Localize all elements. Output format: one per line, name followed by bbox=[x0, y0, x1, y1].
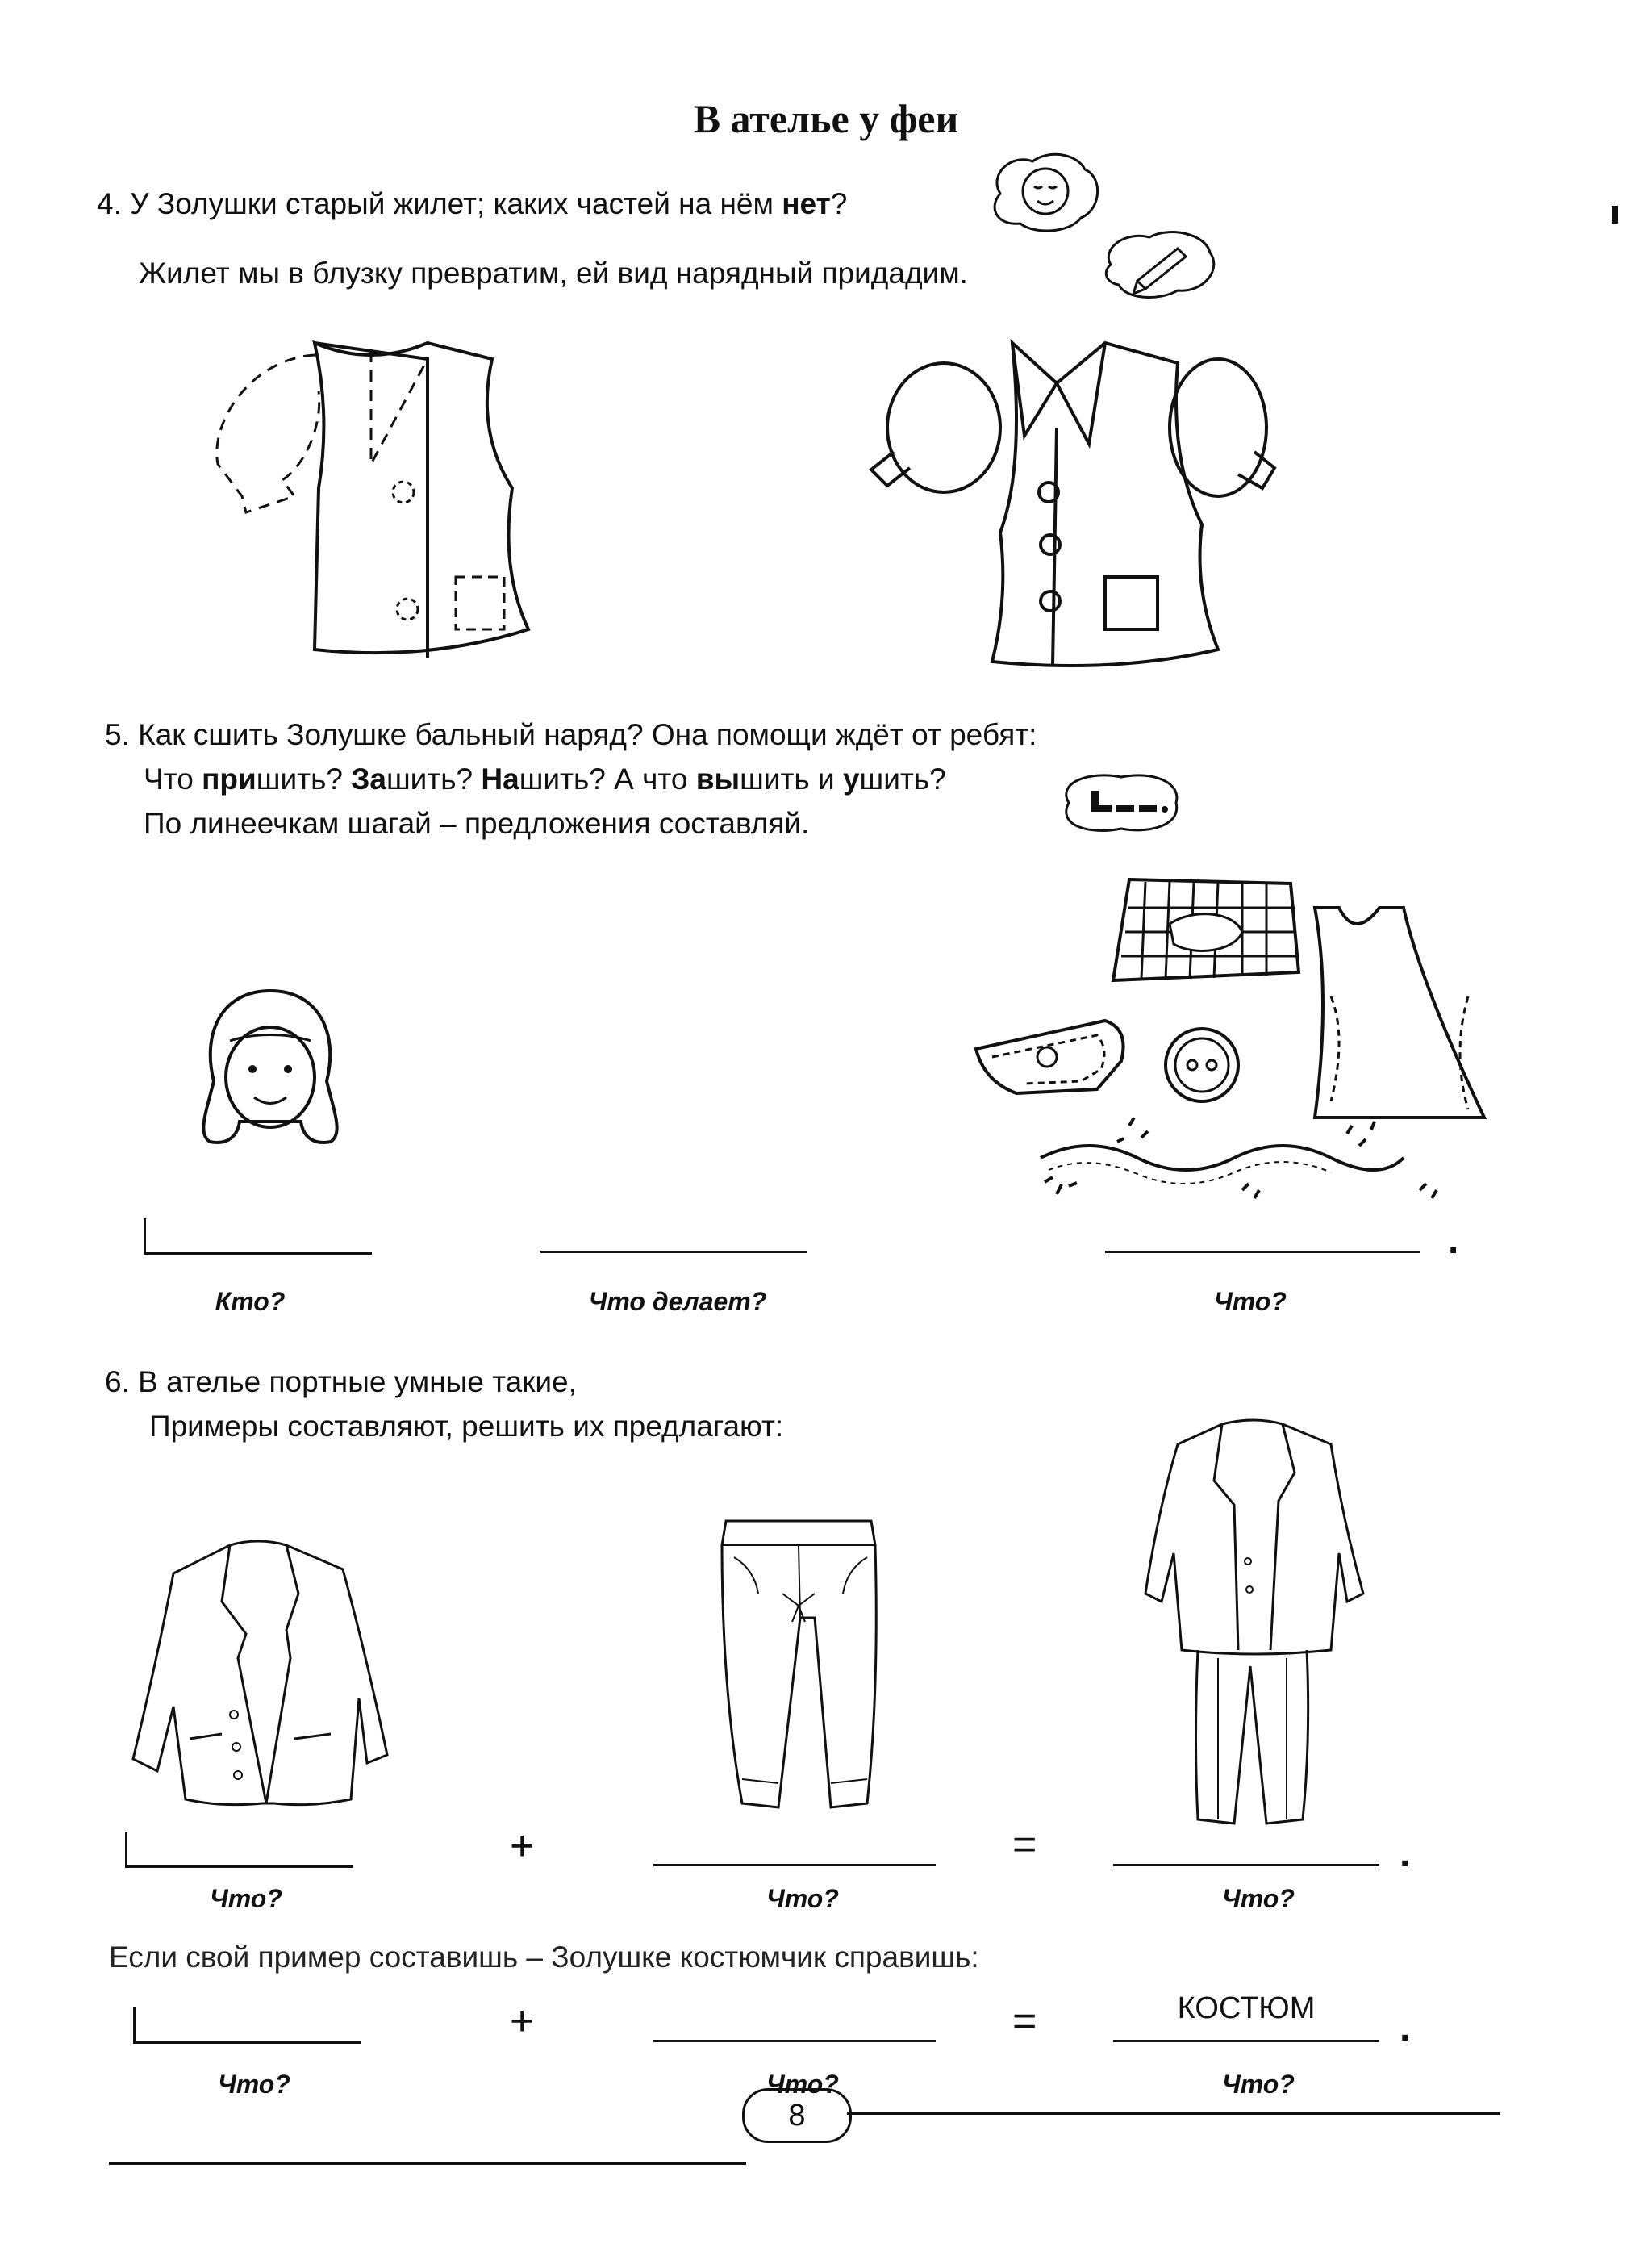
footer-rule-right bbox=[847, 2112, 1500, 2115]
task5-part: Что bbox=[144, 762, 202, 796]
task6-line1 bbox=[105, 1365, 577, 1399]
pencil-icon bbox=[1101, 224, 1222, 305]
task5-answer-line-who[interactable] bbox=[144, 1218, 372, 1255]
task6-answer-line-1[interactable] bbox=[125, 1832, 353, 1868]
task5-prefix: при bbox=[202, 762, 257, 796]
task4-text: У Золушки старый жилет; каких частей на нём bbox=[130, 187, 782, 220]
task6-label-1: Что? bbox=[210, 1884, 282, 1913]
task6-text: В ателье портные умные такие, bbox=[138, 1365, 577, 1398]
page-title: В ателье у феи bbox=[693, 96, 959, 141]
task5-prefix: На bbox=[481, 762, 519, 796]
suit-drawing bbox=[1141, 1416, 1367, 1836]
blouse-drawing bbox=[839, 339, 1307, 678]
answer-word: КОСТЮМ bbox=[1177, 1991, 1316, 2025]
old-vest-drawing bbox=[186, 327, 557, 674]
equals-sign: = bbox=[1012, 1998, 1037, 2045]
sewing-items-drawing bbox=[968, 875, 1500, 1239]
plus-sign: + bbox=[510, 1823, 535, 1870]
task4-line2: Жилет мы в блузку превратим, ей вид нарядный придадим. bbox=[139, 257, 968, 290]
trousers-drawing bbox=[710, 1513, 887, 1828]
task4-line1 bbox=[97, 187, 847, 221]
task6-answer-line-2[interactable] bbox=[653, 1864, 936, 1866]
task4-number: 4. bbox=[97, 187, 122, 220]
task5-answer-line-action[interactable] bbox=[540, 1251, 807, 1253]
task6-answer-line-6[interactable] bbox=[1113, 2040, 1379, 2042]
task4-question-mark: ? bbox=[830, 187, 848, 220]
footer-rule-left bbox=[109, 2162, 746, 2165]
margin-mark bbox=[1612, 206, 1618, 224]
task6-label-4: Что? bbox=[218, 2070, 290, 2099]
task5-label-who: Кто? bbox=[215, 1287, 286, 1316]
task6-answer-line-3[interactable] bbox=[1113, 1864, 1379, 1866]
task5-prefix: За bbox=[351, 762, 386, 796]
task6-answer-line-4[interactable] bbox=[133, 2007, 361, 2044]
task6-label-6: Что? bbox=[1222, 2070, 1295, 2099]
equals-sign: = bbox=[1012, 1821, 1037, 1868]
girl-face-drawing bbox=[190, 984, 351, 1154]
task5-part: шить? bbox=[386, 762, 482, 796]
task5-label-what: Что? bbox=[1214, 1287, 1287, 1316]
thinking-face-icon bbox=[984, 149, 1105, 238]
task5-line3: По линеечкам шагай – предложения составляй. bbox=[144, 807, 810, 840]
task5-part: шить и bbox=[740, 762, 843, 796]
sentence-end-dot: . bbox=[1400, 2007, 1411, 2049]
task5-line1 bbox=[105, 718, 1037, 752]
page-number: 8 bbox=[742, 2088, 852, 2143]
task5-part: шить? А что bbox=[519, 762, 696, 796]
task5-part: шить? bbox=[859, 762, 946, 796]
task5-number: 5. bbox=[105, 718, 130, 751]
task5-text: Как сшить Золушке бальный наряд? Она помощи ждёт от ребят: bbox=[138, 718, 1037, 751]
task5-prefix: вы bbox=[695, 762, 740, 796]
task6-label-5: Что? bbox=[766, 2070, 839, 2099]
plus-sign: + bbox=[510, 1998, 535, 2045]
task6-number: 6. bbox=[105, 1365, 130, 1398]
task4-bold-word: нет bbox=[782, 187, 831, 220]
task6-line3: Если свой пример составишь – Золушке костюмчик справишь: bbox=[109, 1941, 979, 1974]
task6-label-3: Что? bbox=[1222, 1884, 1295, 1913]
sentence-scheme-icon bbox=[1057, 771, 1186, 835]
sentence-end-dot: . bbox=[1400, 1832, 1411, 1875]
task5-part: шить? bbox=[256, 762, 352, 796]
task6-label-2: Что? bbox=[766, 1884, 839, 1913]
task5-label-action: Что делает? bbox=[588, 1287, 767, 1316]
task5-prefix: у bbox=[842, 762, 860, 796]
task6-line2: Примеры составляют, решить их предлагают: bbox=[149, 1410, 784, 1443]
task5-answer-line-what[interactable] bbox=[1105, 1251, 1420, 1253]
jacket-drawing bbox=[125, 1537, 391, 1811]
sentence-end-dot: . bbox=[1448, 1219, 1459, 1262]
task5-line2 bbox=[144, 762, 946, 796]
task6-answer-line-5[interactable] bbox=[653, 2040, 936, 2042]
